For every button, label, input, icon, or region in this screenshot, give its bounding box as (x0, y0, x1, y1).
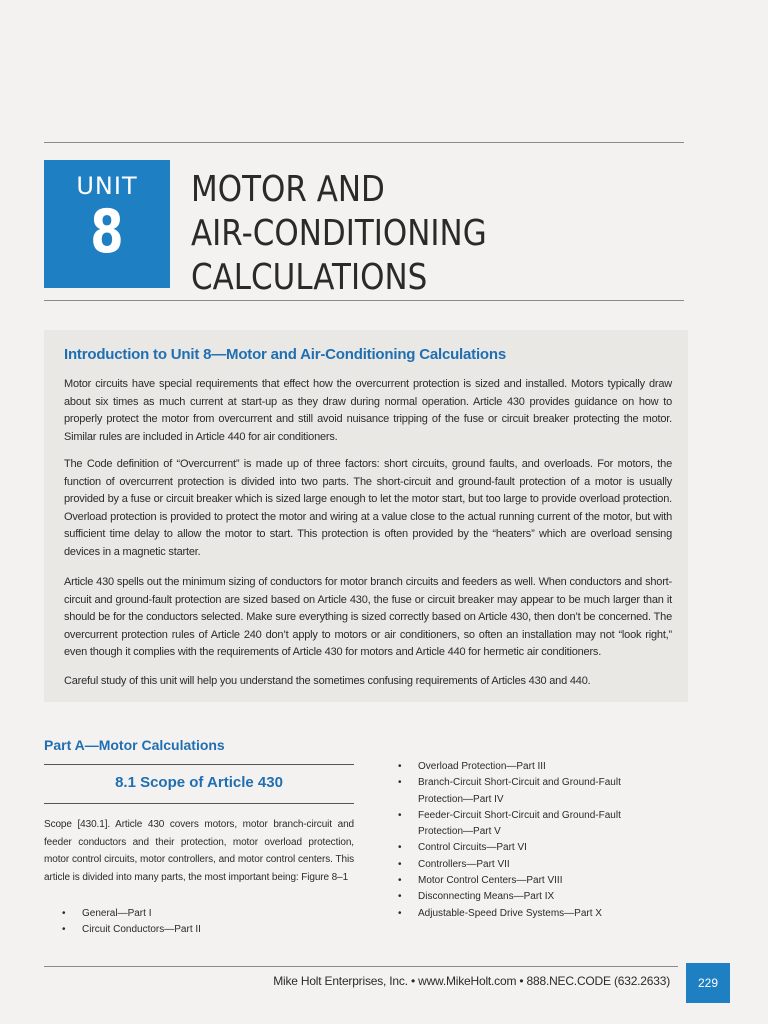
footer-rule (44, 966, 678, 967)
list-item: • Adjustable-Speed Drive Systems—Part X (396, 906, 658, 922)
list-item: • Circuit Conductors—Part II (60, 922, 360, 938)
unit-label: UNIT (76, 172, 138, 200)
parts-list-left (60, 906, 360, 939)
section-title: 8.1 Scope of Article 430 (44, 764, 354, 804)
page-title (191, 168, 604, 300)
footer-text: Mike Holt Enterprises, Inc. • www.MikeHolt.com • 888.NEC.CODE (632.2633) (273, 974, 670, 988)
part-a-heading: Part A—Motor Calculations (44, 737, 225, 753)
intro-heading: Introduction to Unit 8—Motor and Air-Conditioning Calculations (64, 346, 506, 363)
list-item: • Control Circuits—Part VI (396, 840, 658, 856)
title-rule (44, 300, 684, 301)
title-line: AIR-CONDITIONING (191, 213, 487, 254)
intro-paragraph: Careful study of this unit will help you understand the sometimes confusing requirements of Articles 430 and 440. (64, 675, 591, 687)
scope-paragraph: Scope [430.1]. Article 430 covers motors, motor branch-circuit and feeder conductors and their protection, motor overload protection, motor control circuits, motor controllers, and motor control centers. This article is divided into many parts, the most important being: Figure 8–1 (44, 819, 354, 883)
intro-paragraph: The Code definition of “Overcurrent” is made up of three factors: short circuits, ground faults, and overloads. For motors, the function of overcurrent protection is divided into two parts. The short-circuit and ground-fault protection of a motor is usually provided by a fuse or circuit breaker which is sized large enough to let the motor start, but too large to provide overload protection. Overload protection is provided to protect the motor and wiring at a value close to the actual running current of the motor, but with sufficient time delay to allow the motor to start. This protection is often provided by the “heaters” which are overload sensing devices in a magnetic starter. (64, 458, 672, 558)
title-line: CALCULATIONS (191, 257, 428, 298)
intro-box (44, 330, 688, 702)
title-line: MOTOR AND (191, 169, 385, 210)
unit-number: 8 (90, 197, 124, 267)
list-item: • Branch-Circuit Short-Circuit and Ground-Fault Protection—Part IV (396, 775, 658, 808)
parts-list-right (396, 759, 658, 922)
top-rule (44, 142, 684, 143)
intro-paragraph: Motor circuits have special requirements that effect how the overcurrent protection is sized and installed. Motors typically draw about six times as much current at start-up as they draw during normal operation. Article 430 provides guidance on how to properly protect the motor from overcurrent and still avoid nuisance tripping of the fuse or circuit breaker protecting the motor. Similar rules are included in Article 440 for air conditioners. (64, 378, 672, 443)
list-item: • Motor Control Centers—Part VIII (396, 873, 658, 889)
list-item: • General—Part I (60, 906, 360, 922)
intro-paragraph: Article 430 spells out the minimum sizing of conductors for motor branch circuits and feeders as well. When conductors and short-circuit and ground-fault protection are sized based on Article 430, the fuse or circuit breaker may appear to be much larger than it should be for the conductors selected. Make sure everything is sized correctly based on Article 430, then don’t be concerned. The overcurrent protection rules of Article 240 don’t apply to motors or air conditioners, so often an installation may not “look right,” even though it complies with the requirements of Article 430 for motors and Article 440 for hermetic air conditioners. (64, 576, 672, 659)
list-item: • Controllers—Part VII (396, 857, 658, 873)
unit-badge (44, 160, 170, 288)
list-item: • Disconnecting Means—Part IX (396, 889, 658, 905)
list-item: • Feeder-Circuit Short-Circuit and Ground-Fault Protection—Part V (396, 808, 658, 841)
list-item: • Overload Protection—Part III (396, 759, 658, 775)
page-number: 229 (686, 963, 730, 1003)
